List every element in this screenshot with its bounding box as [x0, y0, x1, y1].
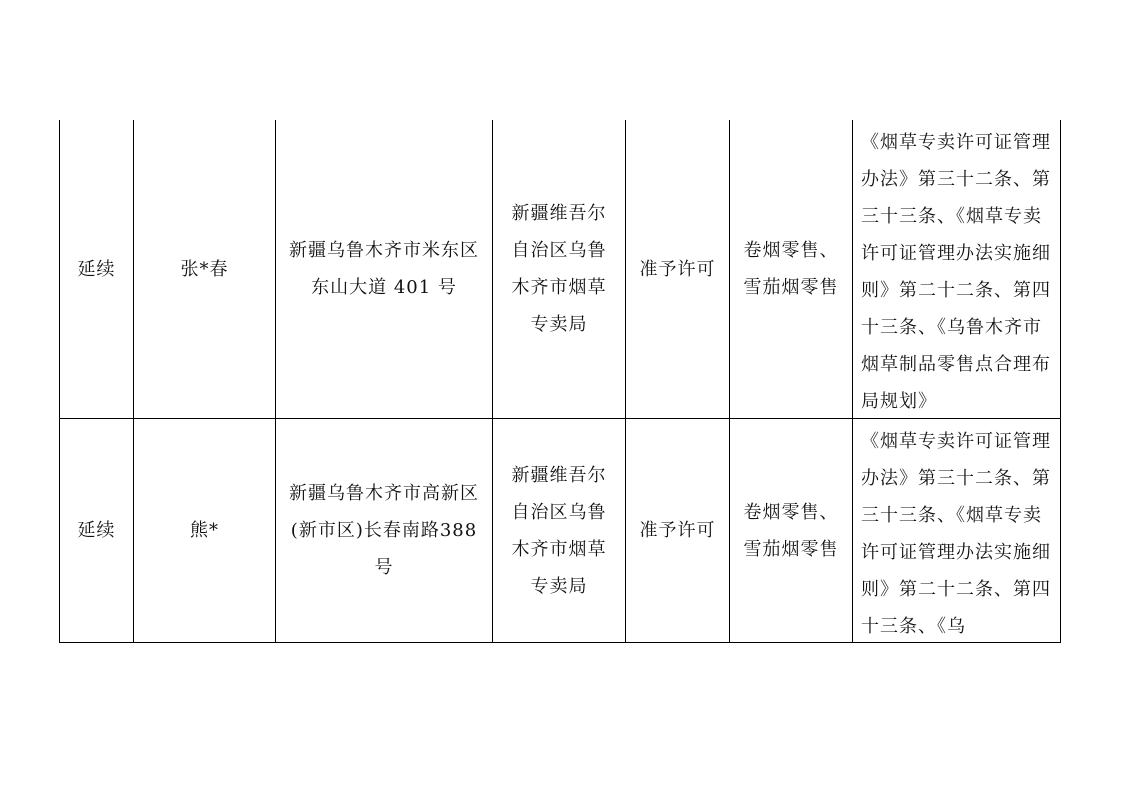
cell-scope	[730, 120, 852, 418]
cell-name	[134, 419, 275, 642]
scope-text: 卷烟零售、雪茄烟零售	[743, 240, 839, 298]
cell-type	[60, 120, 133, 418]
cell-decision	[626, 419, 729, 642]
decision-text: 准予许可	[639, 258, 716, 280]
cell-type	[60, 419, 133, 642]
cell-decision	[626, 120, 729, 418]
address-text: 新疆乌鲁木齐市高新区(新市区)长春南路388 号	[289, 483, 479, 578]
basis-text: 《烟草专卖许可证管理办法》第三十二条、第三十三条、《烟草专卖许可证管理办法实施细则》第二十二条、第四十三条、《乌	[861, 431, 1051, 637]
type-text: 延续	[77, 258, 116, 280]
cell-scope	[730, 419, 852, 642]
cell-basis	[853, 423, 1060, 642]
table-border-right	[1060, 120, 1061, 643]
name-text: 张*春	[180, 258, 229, 280]
scope-text: 卷烟零售、雪茄烟零售	[743, 501, 839, 560]
type-text: 延续	[77, 520, 116, 541]
cell-authority	[493, 120, 625, 418]
authority-text: 新疆维吾尔自治区乌鲁木齐市烟草专卖局	[511, 203, 607, 335]
cell-basis	[853, 124, 1060, 418]
table-border-bottom	[59, 642, 1061, 643]
address-text: 新疆乌鲁木齐市米东区东山大道 401 号	[289, 240, 479, 298]
cell-authority	[493, 419, 625, 642]
cell-name	[134, 120, 275, 418]
authority-text: 新疆维吾尔自治区乌鲁木齐市烟草专卖局	[511, 464, 607, 597]
cell-address	[276, 419, 492, 642]
basis-text: 《烟草专卖许可证管理办法》第三十二条、第三十三条、《烟草专卖许可证管理办法实施细则》第二十二条、第四十三条、《乌鲁木齐市烟草制品零售点合理布局规划》	[861, 132, 1051, 412]
cell-address	[276, 120, 492, 418]
decision-text: 准予许可	[639, 520, 716, 541]
name-text: 熊*	[190, 520, 219, 541]
